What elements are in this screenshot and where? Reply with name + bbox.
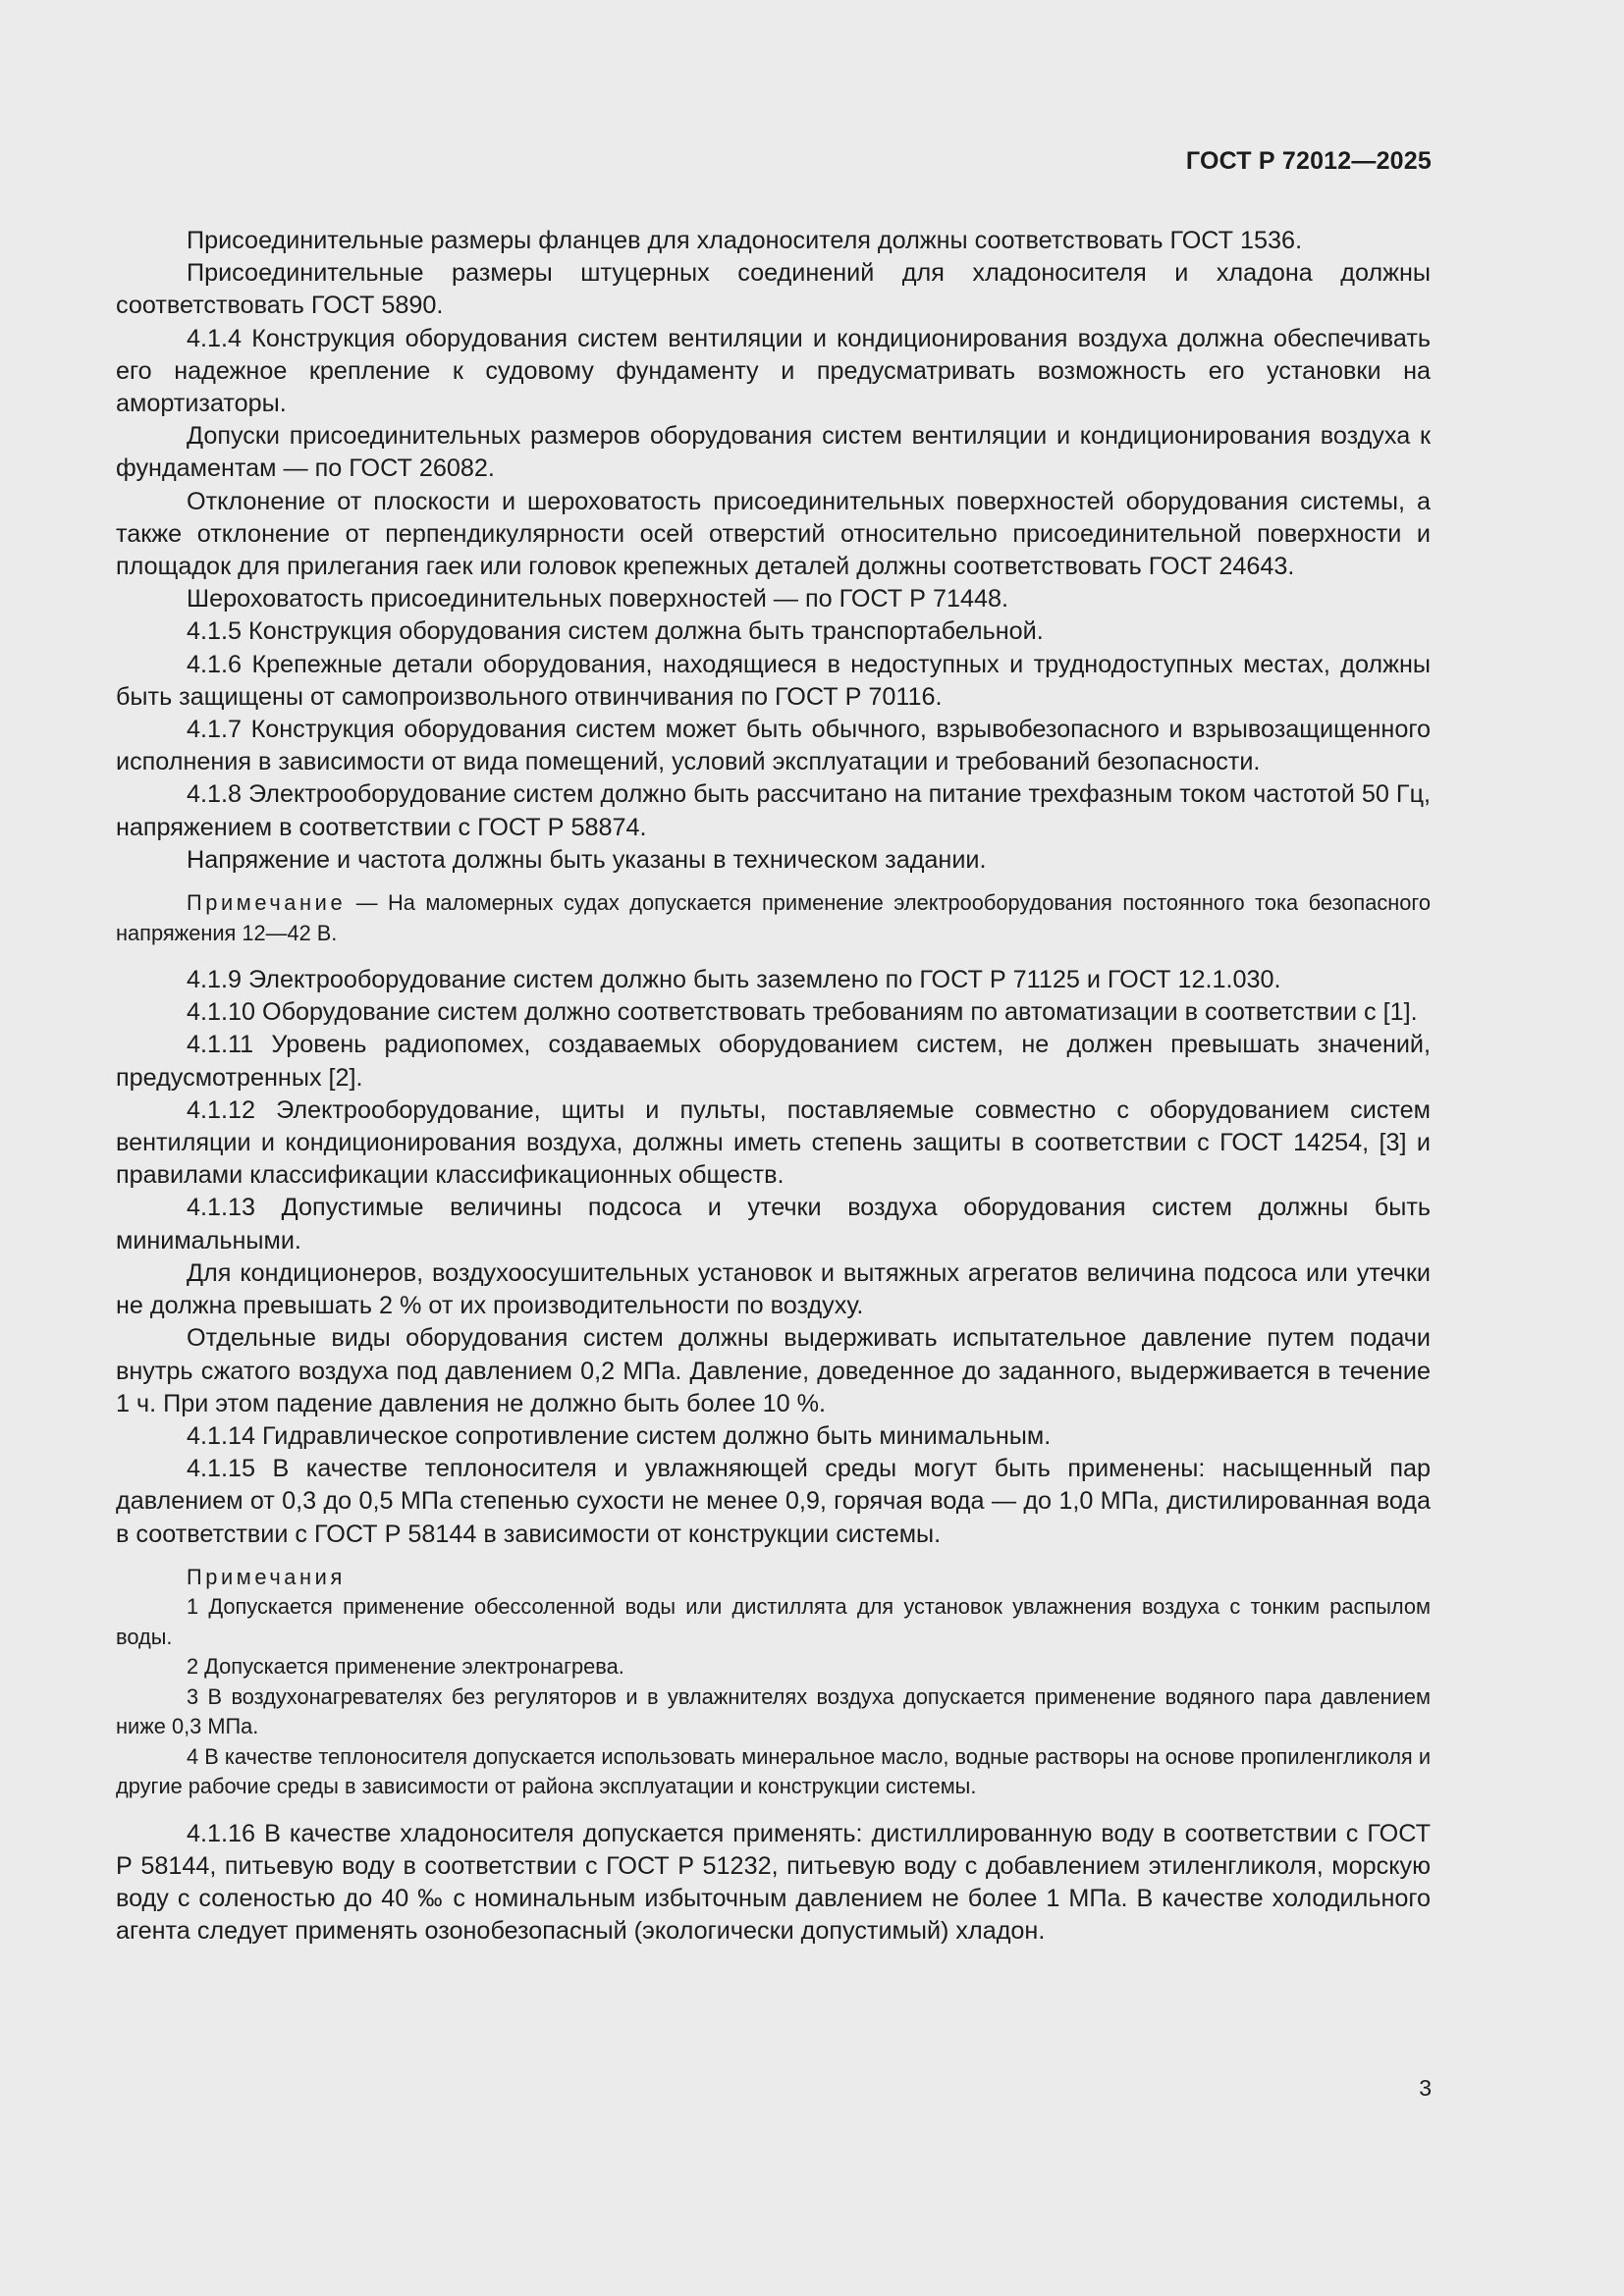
paragraph: Допуски присоединительных размеров оборудования систем вентиляции и кондиционирования воздуха к фундаментам — по ГОСТ 26082. [116,422,1431,483]
paragraph-4-1-15: 4.1.15 В качестве теплоносителя и увлажняющей среды могут быть применены: насыщенный пар давлением от 0,3 до 0,5 МПа степенью сухости не менее 0,9, горячая вода — до 1,0 МПа, дистилированная вода в соответствии с ГОСТ Р 58144 в зависимости от конструкции системы. [116,1455,1431,1548]
paragraph-4-1-6: 4.1.6 Крепежные детали оборудования, находящиеся в недоступных и труднодоступных местах, должны быть защищены от самопроизвольного отвинчивания по ГОСТ Р 70116. [116,650,1431,711]
paragraph-4-1-7: 4.1.7 Конструкция оборудования систем может быть обычного, взрывобезопасного и взрывозащищенного исполнения в зависимости от вида помещений, условий эксплуатации и требований безопасности. [116,716,1431,776]
note-item: 4 В качестве теплоносителя допускается использовать минеральное масло, водные растворы на основе пропиленгликоля и другие рабочие среды в зависимости от района эксплуатации и конструкции системы. [116,1743,1431,1799]
paragraph-4-1-13: 4.1.13 Допустимые величины подсоса и утечки воздуха оборудования систем должны быть минимальными. [116,1194,1431,1255]
paragraph-4-1-5: 4.1.5 Конструкция оборудования систем должна быть транспортабельной. [187,617,1044,646]
note-item: 1 Допускается применение обессоленной воды или дистиллята для установок увлажнения воздуха с тонким распылом воды. [116,1594,1431,1649]
document-number-header: ГОСТ Р 72012—2025 [1185,147,1432,175]
note-paragraph [116,888,1431,948]
paragraph: Присоединительные размеры штуцерных соединений для хладоносителя и хладона должны соответствовать ГОСТ 5890. [116,259,1431,320]
note-block [116,888,1431,948]
paragraph: Для кондиционеров, воздухоосушительных установок и вытяжных агрегатов величина подсоса или утечки не должна превышать 2 % от их производительности по воздуху. [116,1258,1431,1320]
paragraph-4-1-4: 4.1.4 Конструкция оборудования систем вентиляции и кондиционирования воздуха должна обеспечивать его надежное крепление к судовому фундаменту и предусматривать возможность его установки на амортизаторы. [116,324,1431,418]
paragraph: Отклонение от плоскости и шероховатость присоединительных поверхностей оборудования системы, а также отклонение от перпендикулярности осей отверстий относительно присоединительной поверхности и площадок для прилегания гаек или головок крепежных деталей должны соответствовать ГОСТ 24643. [116,487,1431,581]
paragraph-4-1-10: 4.1.10 Оборудование систем должно соответствовать требованиям по автоматизации в соответствии с [1]. [187,998,1418,1027]
paragraph: Присоединительные размеры фланцев для хладоносителя должны соответствовать ГОСТ 1536. [187,227,1303,254]
note-label: Примечание [187,890,347,916]
paragraph: Напряжение и частота должны быть указаны в техническом задании. [187,845,987,874]
note-item: 3 В воздухонагревателях без регуляторов и в увлажнителях воздуха допускается применение водяного пара давлением ниже 0,3 МПа. [116,1683,1431,1739]
paragraph-4-1-14: 4.1.14 Гидравлическое сопротивление систем должно быть минимальным. [187,1421,1052,1450]
notes-label: Примечания [187,1564,346,1589]
paragraph-4-1-11: 4.1.11 Уровень радиопомех, создаваемых оборудованием систем, не должен превышать значений, предусмотренных [2]. [116,1031,1431,1092]
paragraph-4-1-16: 4.1.16 В качестве хладоносителя допускается применять: дистиллированную воду в соответствии с ГОСТ Р 58144, питьевую воду в соответствии с ГОСТ Р 51232, питьевую воду с добавлением этиленгликоля, морскую воду с соленостью до 40 ‰ с номинальным избыточным давлением не более 1 МПа. В качестве холодильного агента следует применять озонобезопасный (экологически допустимый) хладон. [116,1819,1431,1946]
paragraph-4-1-12: 4.1.12 Электрооборудование, щиты и пульты, поставляемые совместно с оборудованием систем вентиляции и кондиционирования воздуха, должны иметь степень защиты в соответствии с ГОСТ 14254, [3] и правилами классификации классификационных обществ. [116,1095,1431,1190]
page-number: 3 [1419,2075,1432,2101]
paragraph-4-1-9: 4.1.9 Электрооборудование систем должно быть заземлено по ГОСТ Р 71125 и ГОСТ 12.1.030. [187,966,1281,994]
note-text: — На маломерных судах допускается применение электрооборудования постоянного тока безопасного напряжения 12—42 В. [116,890,1431,945]
page-body [116,225,1431,1949]
notes-block [116,1563,1431,1802]
paragraph: Отдельные виды оборудования систем должны выдерживать испытательное давление путем подачи внутрь сжатого воздуха под давлением 0,2 МПа. Давление, доведенное до заданного, выдерживается в течение 1 ч. При этом падение давления не должно быть более 10 %. [116,1324,1431,1417]
paragraph: Шероховатость присоединительных поверхностей — по ГОСТ Р 71448. [187,585,1008,614]
note-item: 2 Допускается применение электронагрева. [187,1654,624,1680]
paragraph-4-1-8: 4.1.8 Электрооборудование систем должно быть рассчитано на питание трехфазным током частотой 50 Гц, напряжением в соответствии с ГОСТ Р 58874. [116,780,1431,841]
